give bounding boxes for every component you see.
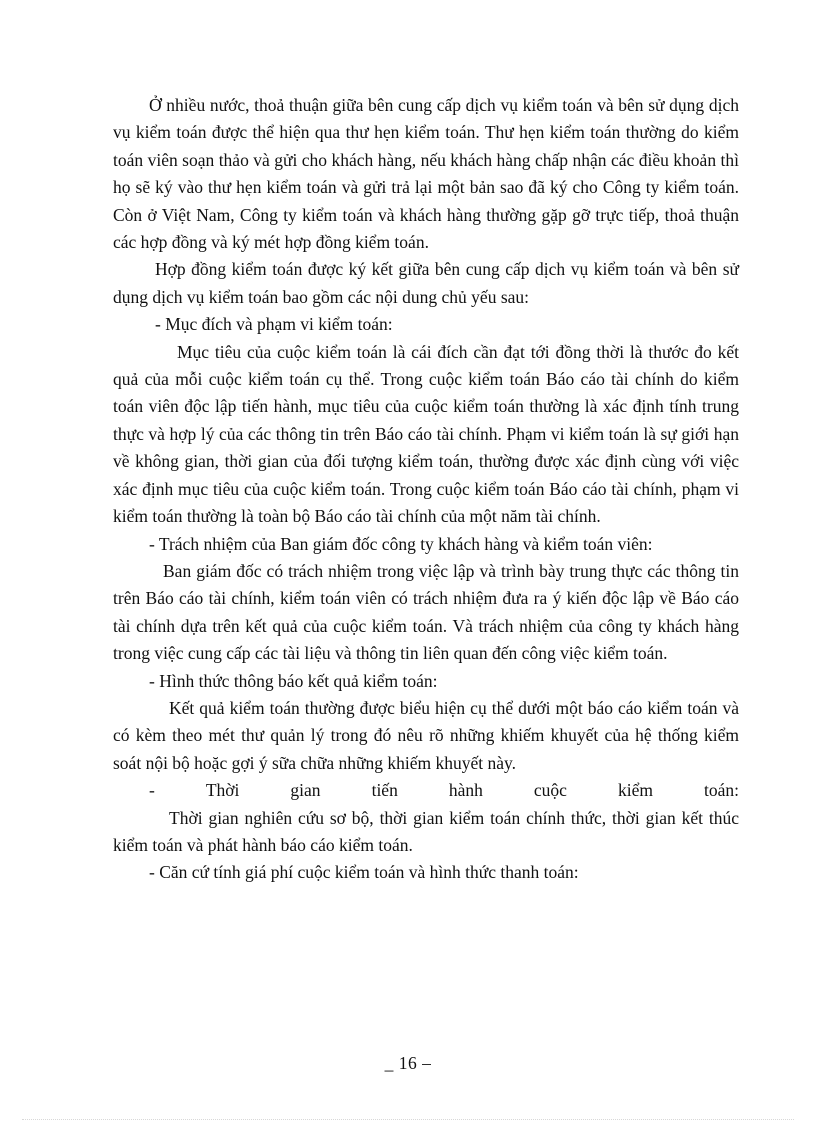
paragraph-report-form: Kết quả kiểm toán thường được biểu hiện cụ thể dưới một báo cáo kiểm toán và có kèm theo mét thư quản lý trong đó nêu rõ những khiếm khuyết của hệ thống kiểm soát nội bộ hoặc gợi ý sữa chữa những khiếm khuyết này. (113, 697, 739, 773)
document-body (113, 92, 739, 887)
heading-responsibilities: - Trách nhiệm của Ban giám đốc công ty khách hàng và kiểm toán viên: (149, 533, 653, 554)
timing-word: Thời (205, 780, 240, 801)
timing-word: cuộc (533, 780, 567, 801)
paragraph-audit-timing: Thời gian nghiên cứu sơ bộ, thời gian kiểm toán chính thức, thời gian kết thúc kiểm toán và phát hành báo cáo kiểm toán. (113, 807, 739, 855)
timing-word: kiểm (617, 780, 653, 801)
page-bottom-divider (22, 1119, 794, 1120)
heading-report-form: - Hình thức thông báo kết quả kiểm toán: (149, 670, 438, 691)
timing-word: toán: (703, 780, 739, 801)
heading-audit-timing (113, 777, 739, 804)
page-number: _ 16 – (384, 1053, 432, 1073)
paragraph-contract-contents: Hợp đồng kiểm toán được ký kết giữa bên cung cấp dịch vụ kiểm toán và bên sử dụng dịch vụ kiểm toán bao gồm các nội dung chủ yếu sau: (113, 259, 739, 307)
timing-word: tiến (371, 780, 398, 801)
paragraph-purpose-scope: Mục tiêu của cuộc kiểm toán là cái đích cần đạt tới đồng thời là thước đo kết quả của mỗi cuộc kiểm toán cụ thể. Trong cuộc kiểm toán Báo cáo tài chính do kiểm toán viên độc lập tiến hành, mục tiêu của cuộc kiểm toán thường là xác định tính trung thực và hợp lý của các thông tin trên Báo cáo tài chính. Phạm vi kiểm toán là sự giới hạn về không gian, thời gian của đối tượng kiểm toán, thường được xác định cùng với việc xác định mục tiêu của cuộc kiểm toán. Trong cuộc kiểm toán Báo cáo tài chính, phạm vi kiểm toán thường là toàn bộ Báo cáo tài chính của một năm tài chính. (113, 341, 739, 527)
timing-word: - (149, 780, 155, 801)
paragraph-intro: Ở nhiều nước, thoả thuận giữa bên cung cấp dịch vụ kiểm toán và bên sử dụng dịch vụ kiểm toán được thể hiện qua thư hẹn kiểm toán. Thư hẹn kiểm toán thường do kiểm toán viên soạn thảo và gửi cho khách hàng, nếu khách hàng chấp nhận các điều khoản thì họ sẽ ký vào thư hẹn kiểm toán và gửi trả lại một bản sao đã ký cho Công ty kiểm toán. Còn ở Việt Nam, Công ty kiểm toán và khách hàng thường gặp gỡ trực tiếp, thoả thuận các hợp đồng và ký mét hợp đồng kiểm toán. (113, 95, 739, 253)
heading-purpose-scope: - Mục đích và phạm vi kiểm toán: (155, 314, 393, 335)
paragraph-responsibilities: Ban giám đốc có trách nhiệm trong việc lập và trình bày trung thực các thông tin trên Báo cáo tài chính, kiểm toán viên có trách nhiệm đưa ra ý kiến độc lập về Báo cáo tài chính dựa trên kết quả của cuộc kiểm toán. Và trách nhiệm của công ty khách hàng trong việc cung cấp các tài liệu và thông tin liên quan đến công việc kiểm toán. (113, 560, 739, 664)
heading-fee-payment: - Căn cứ tính giá phí cuộc kiểm toán và hình thức thanh toán: (149, 862, 579, 883)
timing-word: hành (448, 780, 483, 801)
timing-word: gian (290, 780, 321, 801)
